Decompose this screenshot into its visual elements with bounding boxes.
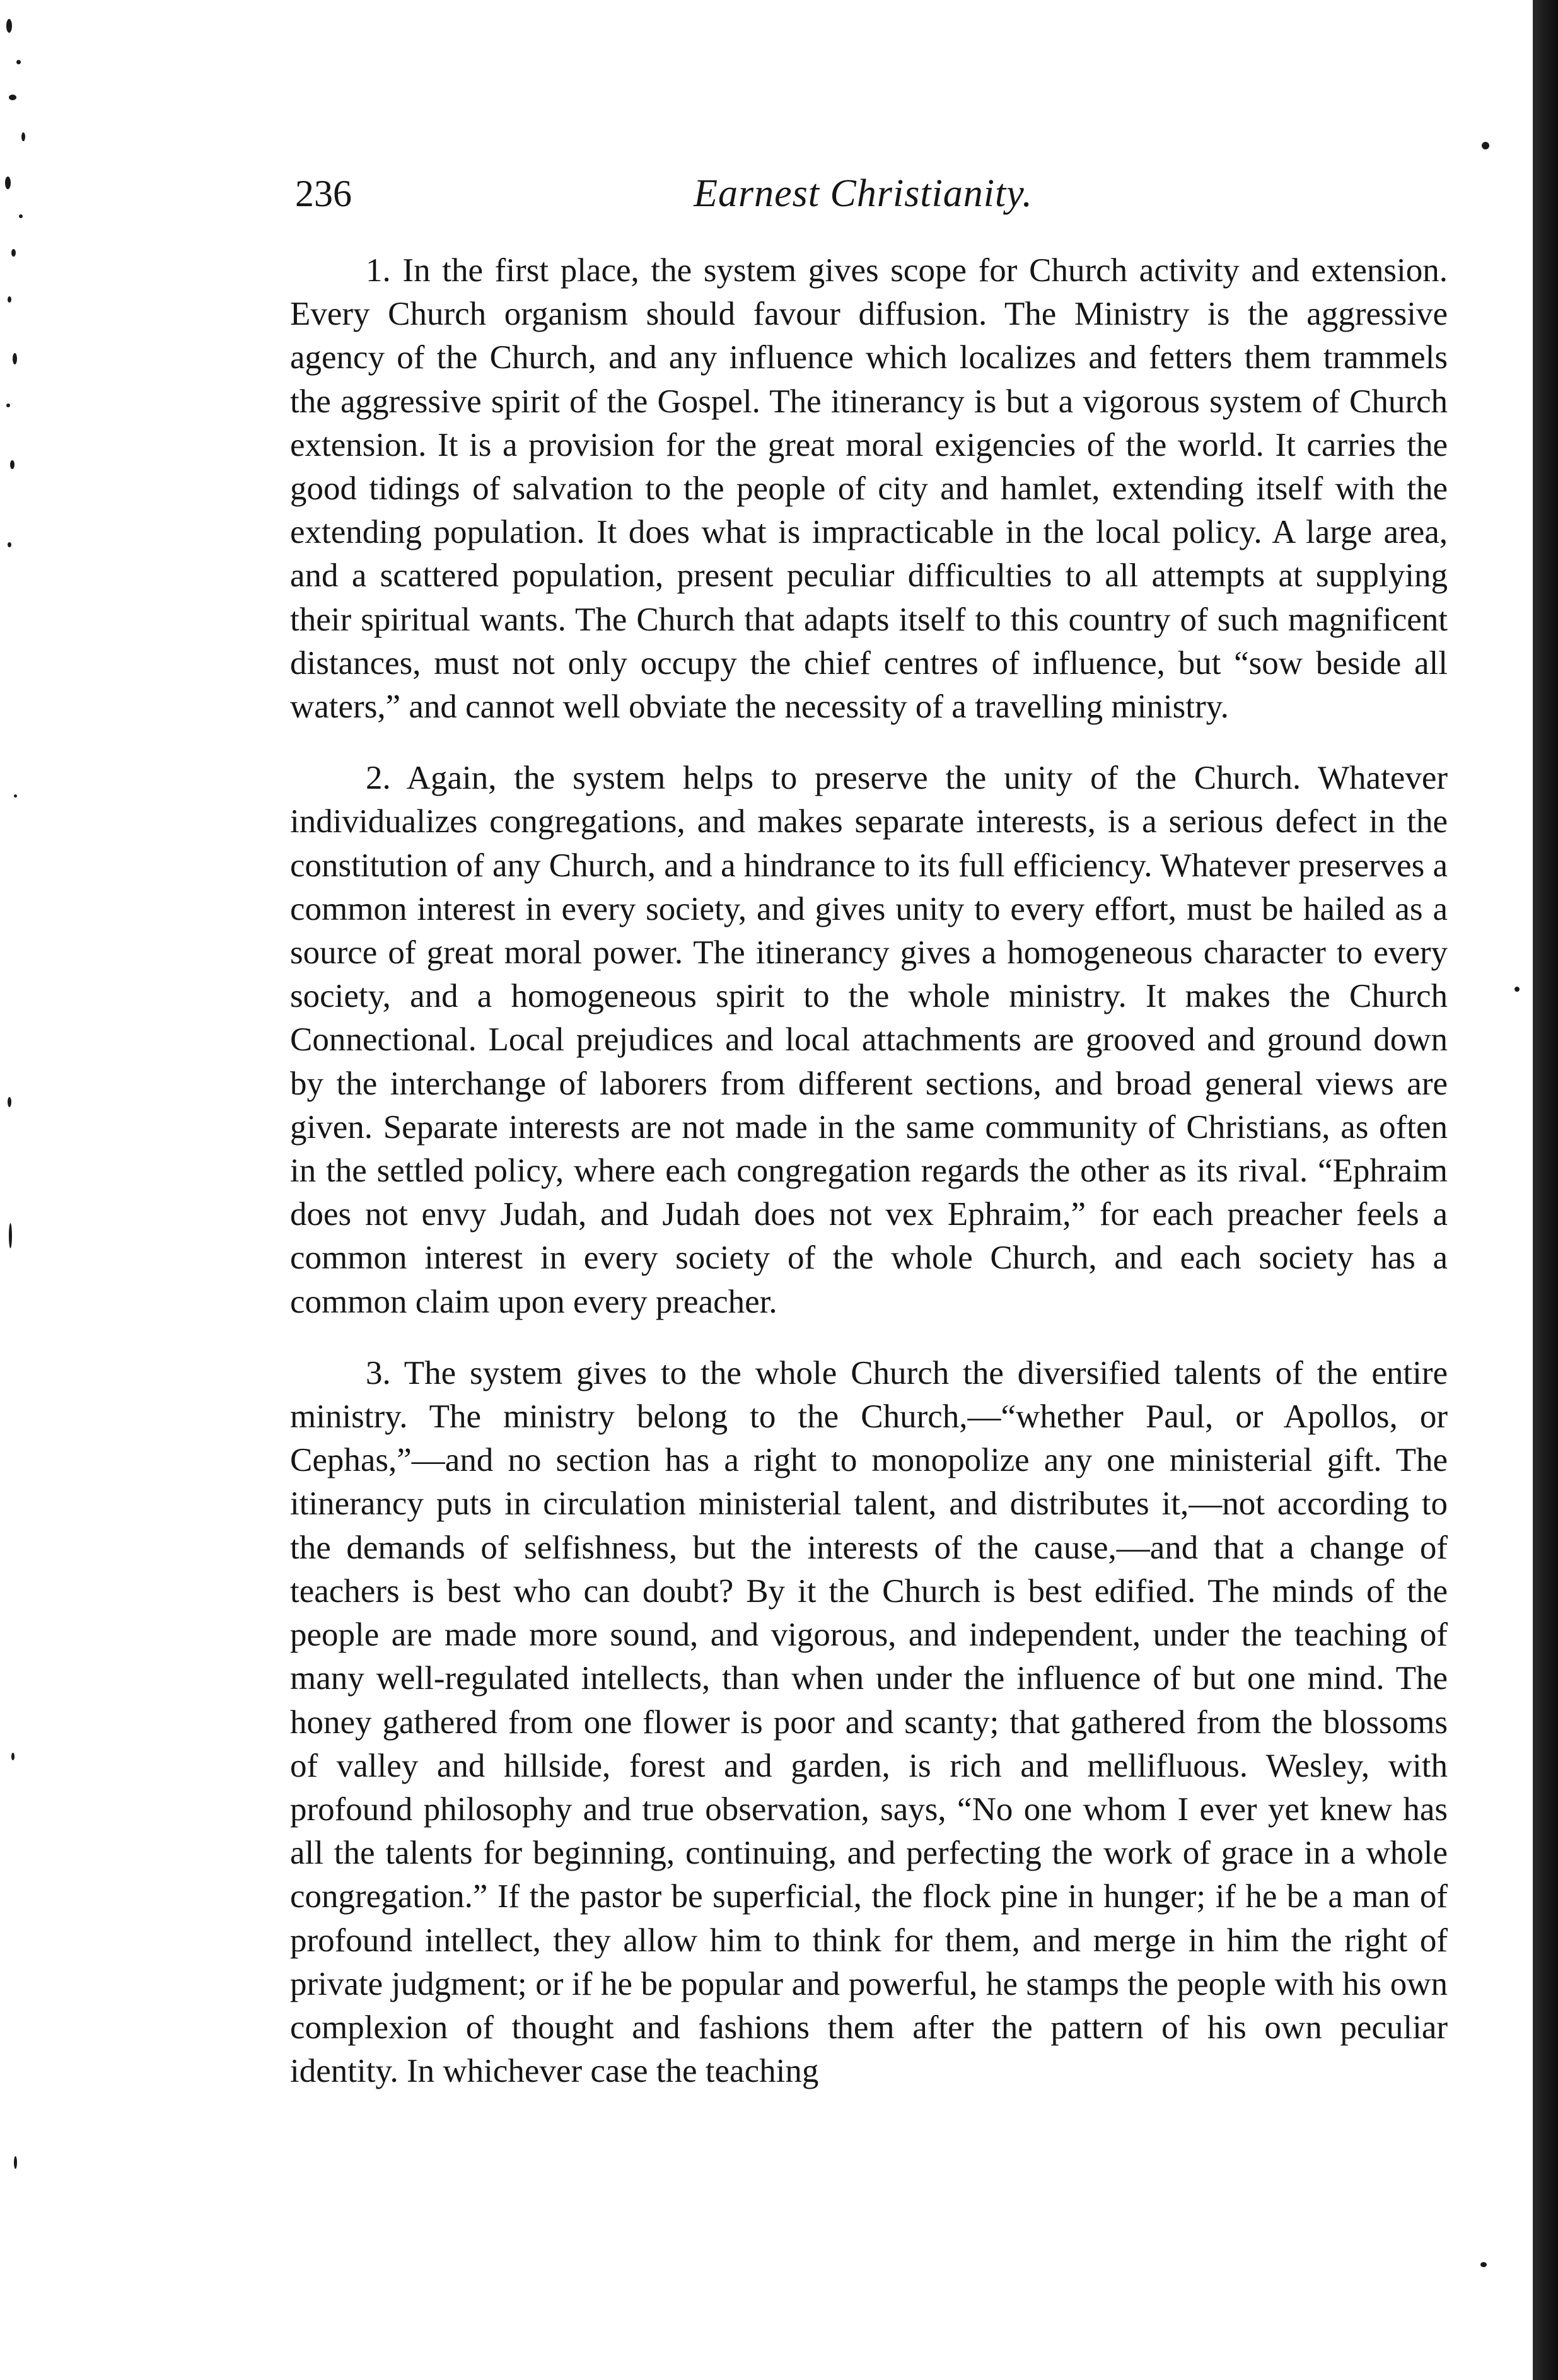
running-title: Earnest Christianity. bbox=[694, 172, 1033, 215]
ink-speck bbox=[13, 353, 17, 364]
ink-speck bbox=[1514, 987, 1520, 992]
ink-speck bbox=[16, 60, 21, 64]
ink-speck bbox=[10, 460, 15, 469]
ink-speck bbox=[11, 249, 16, 257]
ink-speck bbox=[6, 403, 10, 407]
ink-speck bbox=[14, 794, 17, 798]
ink-speck bbox=[9, 95, 16, 100]
ink-speck bbox=[9, 1223, 12, 1248]
ink-speck bbox=[1480, 2262, 1487, 2267]
page-number: 236 bbox=[295, 173, 352, 214]
paragraph: 1. In the first place, the system gives scope for Church activity and extension. Every Church organism should favour diffusion. The Ministry is the aggressive agency of the Church, and any influence which localizes and fetters them trammels the aggressive spirit of the Gospel. The itinerancy is but a vigorous system of Church extension. It is a provision for the great moral exigencies of the world. It carries the good tidings of salvation to the people of city and hamlet, extending itself with the extending population. It does what is impracticable in the local policy. A large area, and a scattered population, present peculiar difficulties to all attempts at supplying their spiritual wants. The Church that adapts itself to this country of such magnificent distances, must not only occupy the chief centres of influence, but “sow beside all waters,” and cannot well obviate the necessity of a travelling ministry. bbox=[290, 252, 1448, 726]
running-head bbox=[295, 165, 1431, 222]
ink-speck bbox=[8, 1097, 11, 1107]
ink-speck bbox=[21, 132, 25, 141]
ink-speck bbox=[14, 2156, 17, 2169]
ink-speck bbox=[5, 177, 11, 189]
paragraph: 3. The system gives to the whole Church the diversified talents of the entire ministry. The ministry belong to the Church,—“whether Paul, or Apollos, or Cephas,”—and no section has a right to monopolize any one ministerial gift. The itinerancy puts in circulation ministerial talent, and distributes it,—not according to the demands of selfishness, but the interests of the cause,—and that a change of teachers is best who can doubt? By it the Church is best edified. The minds of the people are made more sound, and vigorous, and independent, under the teaching of many well-regulated intellects, than when under the influence of but one mind. The honey gathered from one flower is poor and scanty; that gathered from the blossoms of valley and hillside, forest and garden, is rich and mellifluous. Wesley, with profound philosophy and true observation, says, “No one whom I ever yet knew has all the talents for beginning, continuing, and perfecting the work of grace in a whole congregation.” If the pastor be superficial, the flock pine in hunger; if he be a man of profound intellect, they allow him to think for them, and merge in him the right of private judgment; or if he be popular and powerful, he stamps the people with his own complexion of thought and fashions them after the pattern of his own peculiar identity. In whichever case the teaching bbox=[290, 1354, 1448, 2090]
page-gutter-marks bbox=[0, 0, 88, 2380]
ink-speck bbox=[11, 1753, 15, 1760]
body-text bbox=[290, 249, 1448, 2093]
ink-speck bbox=[8, 296, 11, 303]
binding-edge bbox=[1533, 0, 1558, 2380]
ink-speck bbox=[1482, 142, 1489, 149]
paragraph: 2. Again, the system helps to preserve the unity of the Church. Whatever individualizes congregations, and makes separate interests, is a serious defect in the constitution of any Church, and a hindrance to its full efficiency. Whatever preserves a common interest in every society, and gives unity to every effort, must be hailed as a source of great moral power. The itinerancy gives a homogeneous character to every society, and a homogeneous spirit to the whole ministry. It makes the Church Connectional. Local prejudices and local attachments are grooved and ground down by the interchange of laborers from different sections, and broad general views are given. Separate interests are not made in the same community of Christians, as often in the settled policy, where each congregation regards the other as its rival. “Ephraim does not envy Judah, and Judah does not vex Ephraim,” for each preacher feels a common interest in every society of the whole Church, and each society has a common claim upon every preacher. bbox=[290, 760, 1448, 1320]
ink-speck bbox=[19, 214, 23, 218]
ink-speck bbox=[8, 542, 11, 547]
ink-speck bbox=[6, 19, 12, 33]
